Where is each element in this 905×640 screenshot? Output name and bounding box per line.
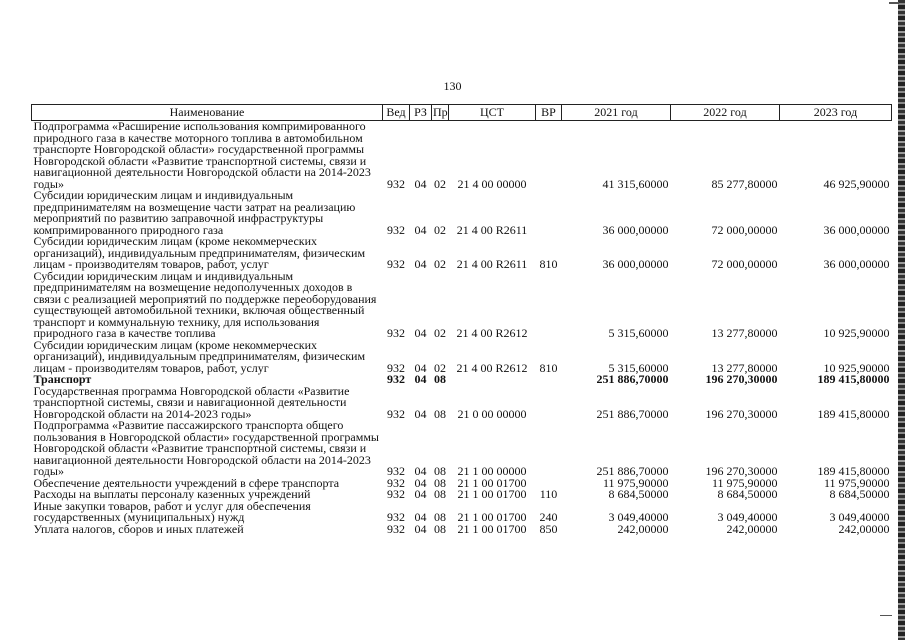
row-pr: 02 <box>434 257 446 271</box>
row-value-2021: 242,00000 <box>617 521 669 536</box>
row-value-2022: 242,00000 <box>726 521 778 536</box>
row-cst: 21 1 00 01700 <box>457 521 527 536</box>
row-vr <box>536 271 562 340</box>
row-vr <box>536 420 562 478</box>
row-vr: 810 <box>539 360 558 375</box>
row-value-2022: 13 277,80000 <box>711 360 778 375</box>
column-header: 2021 год <box>562 105 671 121</box>
row-ved: 932 <box>387 222 405 237</box>
row-value-2022: 196 270,30000 <box>705 406 778 421</box>
row-rz: 04 <box>414 487 427 501</box>
row-value-2022: 8 684,50000 <box>717 487 778 501</box>
scan-mark <box>880 615 892 616</box>
row-value-2021: 36 000,00000 <box>602 222 669 237</box>
row-value-2023: 8 684,50000 <box>829 487 890 501</box>
row-value-2023: 11 975,90000 <box>823 475 890 490</box>
row-rz: 04 <box>414 475 427 490</box>
row-value-2021: 251 886,70000 <box>596 406 669 421</box>
table-row <box>32 340 892 375</box>
row-pr: 08 <box>434 406 446 421</box>
row-rz: 04 <box>414 521 427 536</box>
row-name: Субсидии юридическим лицам (кроме некоммерческих организаций), индивидуальным предпринимателям, физическим лицам - производителям товаров, работ, услуг <box>33 337 366 375</box>
row-pr: 08 <box>434 487 446 501</box>
row-name: Транспорт <box>33 372 92 386</box>
row-cst: 21 1 00 00000 <box>457 464 527 478</box>
row-value-2022: 72 000,00000 <box>711 257 778 271</box>
row-value-2022: 3 049,40000 <box>717 510 778 524</box>
row-rz: 04 <box>414 510 427 524</box>
row-rz: 04 <box>414 257 427 271</box>
row-pr: 08 <box>434 521 446 536</box>
table-row <box>32 386 892 421</box>
row-pr: 08 <box>434 372 446 386</box>
scan-edge <box>898 0 905 640</box>
row-value-2023: 10 925,90000 <box>823 360 890 375</box>
row-name: Государственная программа Новгородской области «Развитие транспортной системы, связи и навигационной деятельности Новгородской области на 2014-2023 годы» <box>33 383 350 421</box>
column-header: Вед <box>383 105 410 121</box>
row-ved: 932 <box>387 360 405 375</box>
table-row <box>32 524 892 536</box>
row-vr <box>536 374 562 386</box>
row-value-2021: 41 315,60000 <box>602 176 669 191</box>
column-header: 2022 год <box>671 105 780 121</box>
row-rz: 04 <box>414 360 427 375</box>
row-cst <box>449 374 536 386</box>
row-value-2023: 242,00000 <box>838 521 890 536</box>
column-header: Пр <box>433 105 448 119</box>
column-header: ЦСТ <box>449 105 536 121</box>
row-value-2021: 251 886,70000 <box>596 464 669 478</box>
row-value-2022: 196 270,30000 <box>705 464 778 478</box>
budget-table <box>31 104 892 535</box>
page-number: 130 <box>443 79 462 93</box>
row-ved: 932 <box>387 510 405 524</box>
row-ved: 932 <box>387 257 405 271</box>
row-name: Подпрограмма «Развитие пассажирского транспорта общего пользования в Новгородской области» государственной программы Новгородской области «Развитие транспортной системы, связи и навигационной деятельности Новгородской области на 2014-2023 годы» <box>33 418 379 478</box>
scan-mark <box>889 2 899 4</box>
row-name: Расходы на выплаты персоналу казенных учреждений <box>33 487 311 501</box>
row-pr: 02 <box>434 326 446 340</box>
row-value-2021: 36 000,00000 <box>602 257 669 271</box>
row-value-2022: 85 277,80000 <box>711 176 778 191</box>
row-name: Субсидии юридическим лицам (кроме некоммерческих организаций), индивидуальным предпринимателям, физическим лицам - производителям товаров, работ, услуг <box>33 234 366 271</box>
row-value-2023: 46 925,90000 <box>823 176 890 191</box>
row-name: Обеспечение деятельности учреждений в сфере транспорта <box>33 475 340 490</box>
row-value-2021: 5 315,60000 <box>608 326 669 340</box>
row-name: Субсидии юридическим лицам и индивидуальным предпринимателям на возмещение недополученных доходов в связи с реализацией мероприятий по поддержке переоборудования существующей автомобильной техники, включая общественный транспорт и коммунальную технику, для использования природного газа в качестве топлива <box>33 268 377 340</box>
row-cst: 21 4 00 R2611 <box>456 222 528 237</box>
row-vr <box>536 386 562 421</box>
row-vr: 850 <box>539 521 558 536</box>
row-pr: 08 <box>434 510 446 524</box>
row-pr: 02 <box>434 360 446 375</box>
row-value-2021: 11 975,90000 <box>602 475 669 490</box>
column-header: 2023 год <box>780 105 892 121</box>
row-value-2023: 10 925,90000 <box>823 326 890 340</box>
row-vr <box>536 190 562 236</box>
row-cst: 21 1 00 01700 <box>457 475 527 490</box>
row-name: Иные закупки товаров, работ и услуг для обеспечения государственных (муниципальных) нужд <box>33 498 311 524</box>
table-row <box>32 121 892 191</box>
row-pr: 02 <box>434 176 446 191</box>
row-pr: 08 <box>434 464 446 478</box>
row-pr: 02 <box>434 222 446 237</box>
row-value-2022: 11 975,90000 <box>711 475 778 490</box>
table-row <box>32 271 892 340</box>
row-value-2022: 13 277,80000 <box>711 326 778 340</box>
row-cst: 21 4 00 00000 <box>457 176 527 191</box>
row-cst: 21 4 00 R2612 <box>456 360 528 375</box>
row-cst: 21 4 00 R2612 <box>456 326 528 340</box>
row-name: Уплата налогов, сборов и иных платежей <box>33 521 244 536</box>
row-rz: 04 <box>414 176 427 191</box>
table-body <box>32 121 892 536</box>
row-rz: 04 <box>414 464 427 478</box>
column-header: ВР <box>536 105 562 121</box>
row-vr: 810 <box>539 257 558 271</box>
row-ved: 932 <box>387 372 405 386</box>
row-cst: 21 0 00 00000 <box>457 406 527 421</box>
row-value-2021: 3 049,40000 <box>608 510 669 524</box>
row-cst: 21 1 00 01700 <box>457 510 527 524</box>
table-row <box>32 190 892 236</box>
row-ved: 932 <box>387 176 405 191</box>
row-ved: 932 <box>387 475 405 490</box>
row-ved: 932 <box>387 406 405 421</box>
row-value-2021: 8 684,50000 <box>608 487 669 501</box>
row-vr: 240 <box>539 510 558 524</box>
row-value-2023: 36 000,00000 <box>823 222 890 237</box>
row-ved: 932 <box>387 521 405 536</box>
row-value-2022: 196 270,30000 <box>705 372 778 386</box>
row-value-2022: 72 000,00000 <box>711 222 778 237</box>
row-rz: 04 <box>414 406 427 421</box>
row-ved: 932 <box>387 464 405 478</box>
row-rz: 04 <box>414 372 427 386</box>
row-pr: 08 <box>434 475 446 490</box>
row-vr: 110 <box>539 487 558 501</box>
table-row <box>32 236 892 271</box>
row-value-2023: 3 049,40000 <box>829 510 890 524</box>
row-rz: 04 <box>414 222 427 237</box>
row-cst: 21 1 00 01700 <box>457 487 527 501</box>
table-row <box>32 501 892 524</box>
row-name: Субсидии юридическим лицам и индивидуальным предпринимателям на возмещение части затрат на реализацию мероприятий по развитию заправочной инфраструктуры компримированного природного газа <box>33 188 356 237</box>
row-value-2023: 36 000,00000 <box>823 257 890 271</box>
row-ved: 932 <box>387 487 405 501</box>
row-rz: 04 <box>414 326 427 340</box>
column-header: Наименование <box>32 105 383 121</box>
row-value-2023: 189 415,80000 <box>817 406 890 421</box>
row-value-2023: 189 415,80000 <box>817 372 890 386</box>
row-name: Подпрограмма «Расширение использования компримированного природного газа в качестве моторного топлива в автомобильном транспорте Новгородской области» государственной программы Новгородской области «Развитие транспортной системы, связи и навигационной деятельности Новгородской области на 2014-2023 годы» <box>33 119 371 191</box>
row-vr <box>536 121 562 191</box>
row-value-2023: 189 415,80000 <box>817 464 890 478</box>
table-row <box>32 420 892 478</box>
row-ved: 932 <box>387 326 405 340</box>
row-value-2021: 5 315,60000 <box>608 360 669 375</box>
column-header: РЗ <box>410 105 432 121</box>
row-cst: 21 4 00 R2611 <box>456 257 528 271</box>
row-value-2021: 251 886,70000 <box>596 372 669 386</box>
